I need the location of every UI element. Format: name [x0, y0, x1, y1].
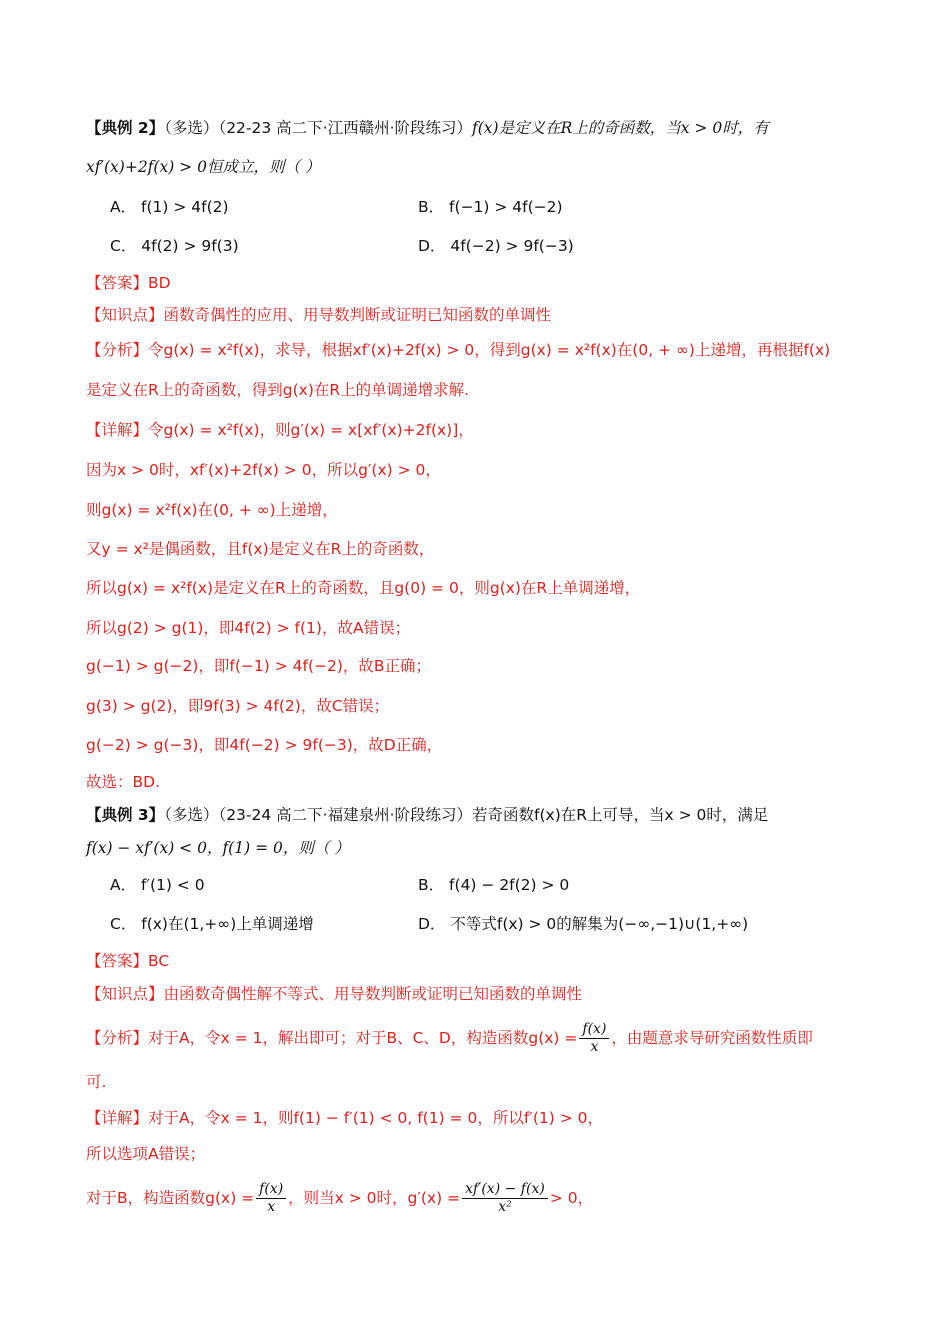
ex2-detail-line: 因为x > 0时，xf′(x)+2f(x) > 0，所以g′(x) > 0， — [86, 461, 441, 479]
ex3-analysis-text: 【分析】对于A，令x = 1，解出即可；对于B、C、D，构造函数g(x) = — [86, 1029, 578, 1047]
ex2-option-c: C． 4f(2) > 9f(3) — [110, 237, 239, 255]
fraction-denominator: x — [590, 1039, 599, 1055]
fraction-numerator: f(x) — [579, 1021, 609, 1039]
fraction-denominator: x² — [498, 1199, 512, 1215]
ex2-detail-line: g(−2) > g(−3)，即4f(−2) > 9f(−3)，故D正确， — [86, 736, 443, 754]
ex3-analysis-line2: 可. — [86, 1073, 107, 1091]
fraction-f-over-x — [256, 1181, 286, 1216]
ex2-answer: 【答案】BD — [86, 274, 171, 292]
ex3-option-b: B． f(4) − 2f(2) > 0 — [418, 876, 570, 894]
ex2-analysis-line1: 【分析】令g(x) = x²f(x)，求导，根据xf′(x)+2f(x) > 0，得到g(x) = x²f(x)在(0, + ∞)上递增，再根据f(x) — [86, 341, 831, 359]
ex2-option-d: D． 4f(−2) > 9f(−3) — [418, 237, 574, 255]
ex3-stem-line1 — [86, 803, 880, 827]
ex2-detail-line: 【详解】令g(x) = x²f(x)，则g′(x) = x[xf′(x)+2f(x)]， — [86, 421, 474, 439]
ex3-detail-line1: 【详解】对于A，令x = 1，则f(1) − f′(1) < 0, f(1) = 0，所以f′(1) > 0， — [86, 1109, 603, 1127]
fraction-denominator: x — [267, 1199, 276, 1215]
ex3-analysis-line1 — [86, 1018, 880, 1058]
ex3-detail-line3 — [86, 1176, 880, 1220]
ex2-knowledge: 【知识点】函数奇偶性的应用、用导数判断或证明已知函数的单调性 — [86, 306, 552, 324]
ex2-analysis-line2: 是定义在R上的奇函数，得到g(x)在R上的单调递增求解. — [86, 381, 470, 399]
ex3-detail-text: 对于B，构造函数g(x) = — [86, 1189, 255, 1207]
ex2-detail-line: g(−1) > g(−2)，即f(−1) > 4f(−2)，故B正确； — [86, 657, 432, 675]
ex3-analysis-text: ，由题意求导研究函数性质即 — [611, 1029, 813, 1047]
ex3-tag: 【典例 3】 — [86, 806, 165, 824]
ex3-detail-text: > 0， — [549, 1189, 594, 1207]
ex2-stem-line1 — [86, 116, 880, 140]
ex3-source: （多选）（23-24 高二下·福建泉州·阶段练习） — [164, 806, 473, 824]
ex2-stem1: f(x)是定义在R上的奇函数，当x > 0时，有 — [472, 119, 769, 137]
fraction-numerator: xf′(x) − f(x) — [462, 1181, 548, 1199]
ex2-option-b: B． f(−1) > 4f(−2) — [418, 198, 563, 216]
ex3-option-c: C． f(x)在(1,+∞)上单调递增 — [110, 915, 314, 933]
ex3-knowledge: 【知识点】由函数奇偶性解不等式、用导数判断或证明已知函数的单调性 — [86, 985, 583, 1003]
ex3-option-a: A． f′(1) < 0 — [110, 876, 205, 894]
ex2-source: （多选）（22-23 高二下·江西赣州·阶段练习） — [164, 119, 473, 137]
ex3-answer: 【答案】BC — [86, 952, 170, 970]
ex3-detail-line2: 所以选项A错误； — [86, 1145, 206, 1163]
ex2-detail-line: 则g(x) = x²f(x)在(0, + ∞)上递增， — [86, 501, 338, 519]
ex3-stem-line2: f(x) − xf′(x) < 0，f(1) = 0，则（ ） — [86, 839, 350, 857]
fraction-numerator: f(x) — [256, 1181, 286, 1199]
ex3-stem1: 若奇函数f(x)在R上可导，当x > 0时，满足 — [472, 806, 769, 824]
ex2-option-a: A． f(1) > 4f(2) — [110, 198, 229, 216]
ex3-option-d: D． 不等式f(x) > 0的解集为(−∞,−1)∪(1,+∞) — [418, 915, 749, 933]
ex2-detail-line: g(3) > g(2)，即9f(3) > 4f(2)，故C错误； — [86, 697, 390, 715]
ex2-stem-line2: xf′(x)+2f(x) > 0恒成立，则（ ） — [86, 158, 321, 176]
ex2-detail-line: 又y = x²是偶函数，且f(x)是定义在R上的奇函数， — [86, 540, 435, 558]
fraction-f-over-x — [579, 1021, 609, 1056]
ex2-tag: 【典例 2】 — [86, 119, 165, 137]
ex2-detail-line: 故选：BD. — [86, 773, 160, 791]
ex2-detail-line: 所以g(x) = x²f(x)是定义在R上的奇函数，且g(0) = 0，则g(x)在R上单调递增， — [86, 579, 641, 597]
fraction-derivative — [462, 1181, 548, 1216]
ex2-detail-line: 所以g(2) > g(1)，即4f(2) > f(1)，故A错误； — [86, 619, 411, 637]
ex3-detail-text: ，则当x > 0时，g′(x) = — [288, 1189, 461, 1207]
